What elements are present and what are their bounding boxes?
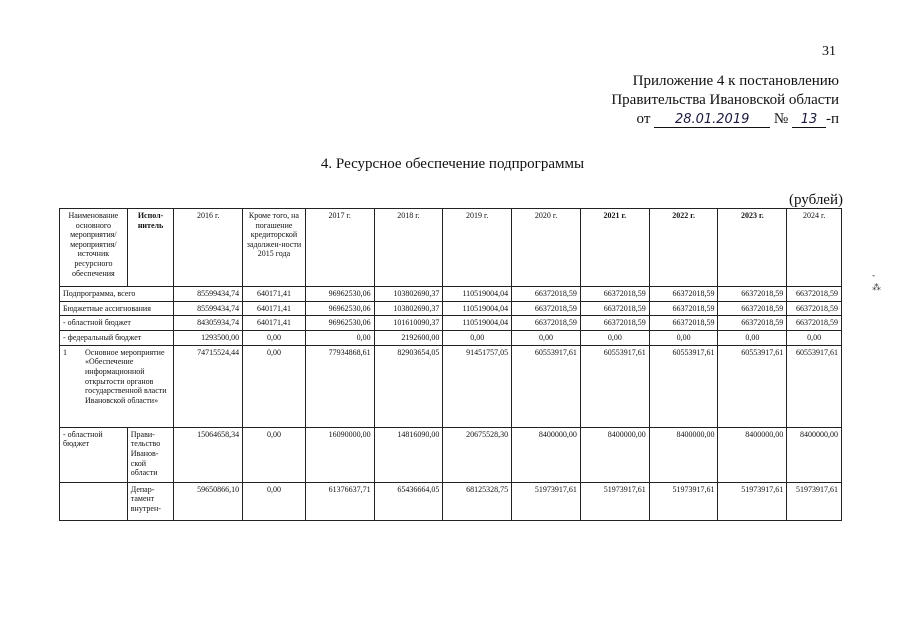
cell: 66372018,59	[718, 316, 787, 331]
cell: 0,00	[243, 331, 306, 346]
header-2024: 2024 г.	[787, 209, 842, 287]
cell: 91451757,05	[443, 345, 512, 427]
cell: 20675528,30	[443, 427, 512, 482]
cell: 66372018,59	[649, 301, 718, 316]
cell: 51973917,61	[718, 482, 787, 520]
cell: 59650866,10	[174, 482, 243, 520]
header-debt-2015: Кроме того, на погашение кредиторской задолжен-ности 2015 года	[243, 209, 306, 287]
cell: 61376637,71	[305, 482, 374, 520]
cell: 640171,41	[243, 316, 306, 331]
cell: 66372018,59	[718, 287, 787, 302]
cell: 60553917,61	[649, 345, 718, 427]
cell: 101610090,37	[374, 316, 443, 331]
cell: 66372018,59	[787, 301, 842, 316]
cell: 0,00	[443, 331, 512, 346]
cell: 0,00	[718, 331, 787, 346]
row-label: Бюджетные ассигнования	[60, 301, 174, 316]
header-2016: 2016 г.	[174, 209, 243, 287]
row-label: Подпрограмма, всего	[60, 287, 174, 302]
cell: 8400000,00	[649, 427, 718, 482]
cell: 1293500,00	[174, 331, 243, 346]
cell: 60553917,61	[718, 345, 787, 427]
cell: 16090000,00	[305, 427, 374, 482]
cell: 8400000,00	[580, 427, 649, 482]
executor-cell: Прави-тельство Иванов-ской области	[127, 427, 174, 482]
cell: 85599434,74	[174, 287, 243, 302]
cell: 110519004,04	[443, 316, 512, 331]
cell: 66372018,59	[649, 316, 718, 331]
cell: 14816090,00	[374, 427, 443, 482]
cell: 82903654,05	[374, 345, 443, 427]
cell: 0,00	[580, 331, 649, 346]
cell: 96962530,06	[305, 316, 374, 331]
header-2022: 2022 г.	[649, 209, 718, 287]
appendix-line-1: Приложение 4 к постановлению	[632, 73, 839, 89]
cell: 51973917,61	[787, 482, 842, 520]
cell: 66372018,59	[718, 301, 787, 316]
row-label: - федеральный бюджет	[60, 331, 174, 346]
cell: 66372018,59	[580, 316, 649, 331]
cell: 0,00	[512, 331, 581, 346]
cell: 640171,41	[243, 301, 306, 316]
section-title: 4. Ресурсное обеспечение подпрограммы	[320, 156, 585, 172]
measure-index: 1	[63, 347, 67, 357]
number-suffix: -п	[825, 111, 839, 127]
table-row	[60, 482, 842, 520]
header-row	[60, 209, 842, 287]
handwritten-number: 13	[792, 112, 826, 128]
cell: 96962530,06	[305, 287, 374, 302]
cell: 66372018,59	[787, 316, 842, 331]
cell: 0,00	[243, 345, 306, 427]
cell: 8400000,00	[512, 427, 581, 482]
cell: 60553917,61	[512, 345, 581, 427]
page-number: 31	[822, 44, 836, 59]
header-2023: 2023 г.	[718, 209, 787, 287]
cell: 0,00	[787, 331, 842, 346]
cell: 84305934,74	[174, 316, 243, 331]
cell: 60553917,61	[580, 345, 649, 427]
executor-cell: Депар-тамент внутрен-	[127, 482, 174, 520]
from-label: от	[636, 111, 651, 127]
cell: 66372018,59	[512, 287, 581, 302]
row-label: - областной бюджет	[60, 316, 174, 331]
cell: 640171,41	[243, 287, 306, 302]
cell: 8400000,00	[787, 427, 842, 482]
appendix-line-2: Правительства Ивановской области	[611, 92, 839, 108]
cell: 66372018,59	[649, 287, 718, 302]
row-label	[60, 482, 128, 520]
cell: 0,00	[243, 427, 306, 482]
cell: 15064658,34	[174, 427, 243, 482]
table-row	[60, 316, 842, 331]
header-2019: 2019 г.	[443, 209, 512, 287]
cell: 51973917,61	[649, 482, 718, 520]
cell: 66372018,59	[580, 287, 649, 302]
header-2020: 2020 г.	[512, 209, 581, 287]
handwritten-date: 28.01.2019	[654, 112, 770, 128]
measure-name: Основное мероприятие «Обеспечение информационной открытости органов государственной власти Ивановской области»	[85, 347, 167, 405]
cell: 66372018,59	[512, 316, 581, 331]
cell: 77934868,61	[305, 345, 374, 427]
measure-row	[60, 345, 842, 427]
cell: 2192600,00	[374, 331, 443, 346]
cell: 66372018,59	[787, 287, 842, 302]
table-row	[60, 287, 842, 302]
header-2018: 2018 г.	[374, 209, 443, 287]
units-label: (рублей)	[788, 192, 843, 208]
header-2017: 2017 г.	[305, 209, 374, 287]
cell: 8400000,00	[718, 427, 787, 482]
cell: 65436664,05	[374, 482, 443, 520]
cell: 68125328,75	[443, 482, 512, 520]
appendix-date-line	[637, 110, 839, 129]
cell: 96962530,06	[305, 301, 374, 316]
cell: 103802690,37	[374, 287, 443, 302]
resource-table	[59, 208, 842, 521]
cell: 0,00	[649, 331, 718, 346]
table-row	[60, 331, 842, 346]
cell: 51973917,61	[580, 482, 649, 520]
cell: 103802690,37	[374, 301, 443, 316]
cell: 60553917,61	[787, 345, 842, 427]
margin-marks: - ⁂	[872, 271, 881, 293]
measure-label	[60, 345, 174, 427]
table-row	[60, 301, 842, 316]
header-2021: 2021 г.	[580, 209, 649, 287]
cell: 66372018,59	[512, 301, 581, 316]
cell: 85599434,74	[174, 301, 243, 316]
cell: 66372018,59	[580, 301, 649, 316]
cell: 0,00	[243, 482, 306, 520]
header-name: Наименование основного мероприятия/ мероприятия/ источник ресурсного обеспечения	[60, 209, 128, 287]
row-label: - областной бюджет	[60, 427, 128, 482]
cell: 51973917,61	[512, 482, 581, 520]
cell: 110519004,04	[443, 287, 512, 302]
cell: 110519004,04	[443, 301, 512, 316]
cell: 0,00	[305, 331, 374, 346]
header-executor: Испол-нитель	[127, 209, 174, 287]
number-label: №	[773, 111, 789, 127]
table-row	[60, 427, 842, 482]
cell: 74715524,44	[174, 345, 243, 427]
